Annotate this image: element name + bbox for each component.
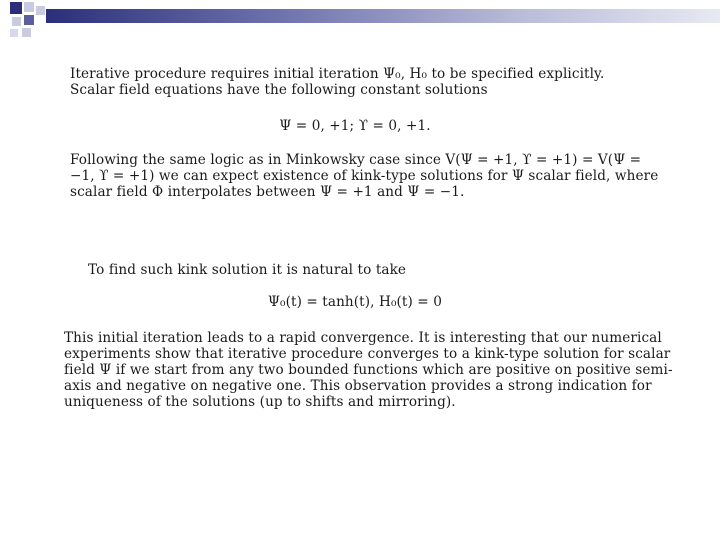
text-line: Following the same logic as in Minkowsky case since V(Ψ = +1, ϒ = +1) = V(Ψ =	[70, 152, 642, 168]
kink-logic-paragraph	[70, 152, 659, 200]
kink-solution-intro: To find such kink solution it is natural to take	[88, 262, 407, 278]
convergence-paragraph	[64, 330, 673, 410]
text-line: field Ψ if we start from any two bounded functions which are positive on positive semi-	[64, 362, 673, 378]
dark-square-icon	[10, 2, 22, 14]
text-line: Scalar field equations have the following constant solutions	[70, 82, 488, 98]
text-line: experiments show that iterative procedure converges to a kink-type solution for scalar	[64, 346, 671, 362]
light-square-icon	[10, 29, 18, 37]
text-line: scalar field Φ interpolates between Ψ = +1 and Ψ = −1.	[70, 184, 465, 200]
text-line: uniqueness of the solutions (up to shifts and mirroring).	[64, 394, 456, 410]
dark-square-icon	[24, 15, 34, 25]
text-line: −1, ϒ = +1) we can expect existence of kink-type solutions for Ψ scalar field, where	[70, 168, 659, 184]
light-square-icon	[12, 17, 21, 26]
text-line: Iterative procedure requires initial iteration Ψ₀, H₀ to be specified explicitly.	[70, 66, 605, 82]
constant-solutions-equation: Ψ = 0, +1; ϒ = 0, +1.	[279, 118, 431, 134]
light-square-icon	[36, 6, 45, 15]
light-square-icon	[24, 2, 34, 12]
slide-header-decoration	[0, 0, 720, 40]
intro-paragraph	[70, 66, 640, 98]
header-gradient-bar	[46, 9, 720, 23]
initial-iteration-equation: Ψ₀(t) = tanh(t), H₀(t) = 0	[268, 294, 442, 310]
text-line: axis and negative on negative one. This observation provides a strong indication for	[64, 378, 652, 394]
light-square-icon	[22, 28, 31, 37]
text-line: This initial iteration leads to a rapid convergence. It is interesting that our numerical	[64, 330, 662, 346]
